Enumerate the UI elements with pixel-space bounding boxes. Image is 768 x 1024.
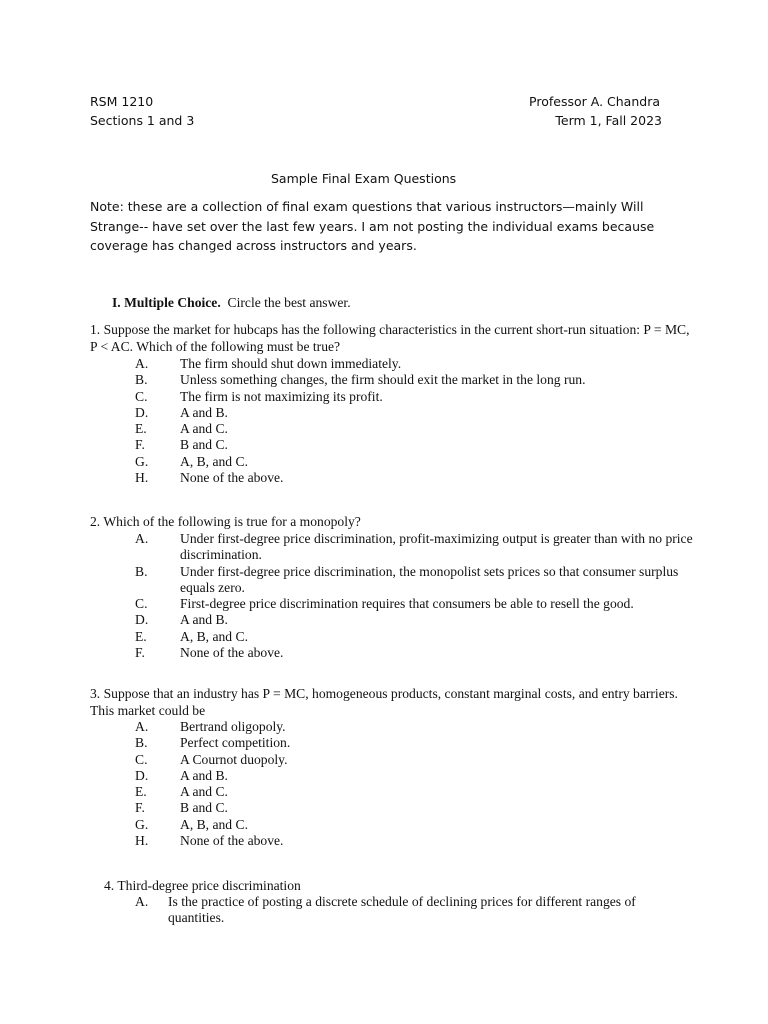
note-paragraph: Note: these are a collection of final exam questions that various instructors—mainly Will Strange-- have set over the last few years. I am not posting the individual exams because coverage has changed across instructors and years. bbox=[90, 199, 655, 253]
option-4a[interactable] bbox=[135, 894, 690, 927]
option-text: Perfect competition. bbox=[180, 735, 291, 751]
option-text: A and B. bbox=[180, 767, 228, 783]
option-1h[interactable] bbox=[135, 470, 695, 486]
option-letter: C. bbox=[135, 751, 148, 767]
option-letter: C. bbox=[135, 596, 148, 612]
question-2-options bbox=[135, 531, 695, 661]
option-letter: C. bbox=[135, 388, 148, 404]
option-text: Bertrand oligopoly. bbox=[180, 719, 286, 734]
option-3c[interactable] bbox=[135, 752, 695, 768]
option-text: Unless something changes, the firm should exit the market in the long run. bbox=[180, 372, 586, 388]
option-1d[interactable] bbox=[135, 405, 695, 421]
option-letter: A. bbox=[135, 719, 149, 734]
option-3a[interactable] bbox=[135, 719, 695, 735]
option-text: A, B, and C. bbox=[180, 453, 248, 469]
option-text: None of the above. bbox=[180, 645, 284, 661]
question-4-text: 4. Third-degree price discrimination bbox=[104, 878, 301, 893]
page-title: Sample Final Exam Questions bbox=[271, 171, 457, 186]
option-text: A and C. bbox=[180, 784, 228, 800]
option-letter: G. bbox=[135, 816, 149, 832]
term: Term 1, Fall 2023 bbox=[555, 113, 662, 128]
option-1f[interactable] bbox=[135, 437, 695, 453]
option-text: Under first-degree price discrimination, profit-maximizing output is greater than with no price discrimination. bbox=[180, 531, 693, 563]
section-heading bbox=[112, 295, 351, 311]
option-3f[interactable] bbox=[135, 800, 695, 816]
option-text: A and C. bbox=[180, 421, 228, 437]
option-3e[interactable] bbox=[135, 784, 695, 800]
option-1c[interactable] bbox=[135, 389, 695, 405]
option-1e[interactable] bbox=[135, 421, 695, 437]
option-text: Is the practice of posting a discrete schedule of declining prices for different ranges of quantities. bbox=[168, 894, 636, 926]
option-2a[interactable] bbox=[135, 531, 695, 564]
option-letter: B. bbox=[135, 563, 148, 579]
option-3b[interactable] bbox=[135, 735, 695, 751]
option-letter: B. bbox=[135, 735, 148, 751]
option-text: A, B, and C. bbox=[180, 628, 248, 644]
option-3g[interactable] bbox=[135, 817, 695, 833]
option-text: The firm should shut down immediately. bbox=[180, 356, 402, 371]
option-2e[interactable] bbox=[135, 629, 695, 645]
option-3d[interactable] bbox=[135, 768, 695, 784]
option-letter: A. bbox=[135, 894, 149, 909]
option-letter: A. bbox=[135, 531, 149, 546]
option-text: B and C. bbox=[180, 800, 228, 816]
section-title: I. Multiple Choice. bbox=[112, 295, 221, 310]
option-letter: F. bbox=[135, 645, 145, 661]
option-letter: D. bbox=[135, 612, 149, 628]
question-1-options bbox=[135, 356, 695, 486]
option-text: The firm is not maximizing its profit. bbox=[180, 388, 383, 404]
option-letter: E. bbox=[135, 784, 147, 800]
option-2d[interactable] bbox=[135, 612, 695, 628]
option-2c[interactable] bbox=[135, 596, 695, 612]
option-letter: E. bbox=[135, 628, 147, 644]
option-2f[interactable] bbox=[135, 645, 695, 661]
option-2b[interactable] bbox=[135, 564, 695, 597]
section-instruction: Circle the best answer. bbox=[227, 295, 351, 310]
question-2-text: 2. Which of the following is true for a monopoly? bbox=[90, 514, 361, 529]
option-text: A, B, and C. bbox=[180, 816, 248, 832]
question-3-options bbox=[135, 719, 695, 849]
option-letter: D. bbox=[135, 404, 149, 420]
option-text: None of the above. bbox=[180, 833, 284, 849]
option-letter: G. bbox=[135, 453, 149, 469]
option-text: First-degree price discrimination requires that consumers be able to resell the good. bbox=[180, 596, 634, 612]
option-text: A Cournot duopoly. bbox=[180, 751, 288, 767]
option-letter: E. bbox=[135, 421, 147, 437]
option-text: B and C. bbox=[180, 437, 228, 453]
option-letter: H. bbox=[135, 470, 149, 486]
option-text: None of the above. bbox=[180, 470, 284, 486]
option-letter: F. bbox=[135, 800, 145, 816]
option-letter: A. bbox=[135, 356, 149, 371]
option-1g[interactable] bbox=[135, 454, 695, 470]
option-letter: D. bbox=[135, 767, 149, 783]
course-code: RSM 1210 bbox=[90, 94, 154, 109]
option-1b[interactable] bbox=[135, 372, 695, 388]
option-text: Under first-degree price discrimination, the monopolist sets prices so that consumer surplus equals zero. bbox=[180, 563, 679, 595]
sections: Sections 1 and 3 bbox=[90, 113, 195, 128]
question-3-text: 3. Suppose that an industry has P = MC, homogeneous products, constant marginal costs, and entry barriers. This market could be bbox=[90, 686, 678, 718]
option-3h[interactable] bbox=[135, 833, 695, 849]
professor-name: Professor A. Chandra bbox=[529, 94, 660, 109]
question-1-text: 1. Suppose the market for hubcaps has the following characteristics in the current short-run situation: P = MC, P < AC. Which of the following must be true? bbox=[90, 322, 690, 354]
question-4-options bbox=[135, 894, 690, 927]
option-text: A and B. bbox=[180, 404, 228, 420]
option-text: A and B. bbox=[180, 612, 228, 628]
option-letter: F. bbox=[135, 437, 145, 453]
option-letter: H. bbox=[135, 833, 149, 849]
option-letter: B. bbox=[135, 372, 148, 388]
option-1a[interactable] bbox=[135, 356, 695, 372]
